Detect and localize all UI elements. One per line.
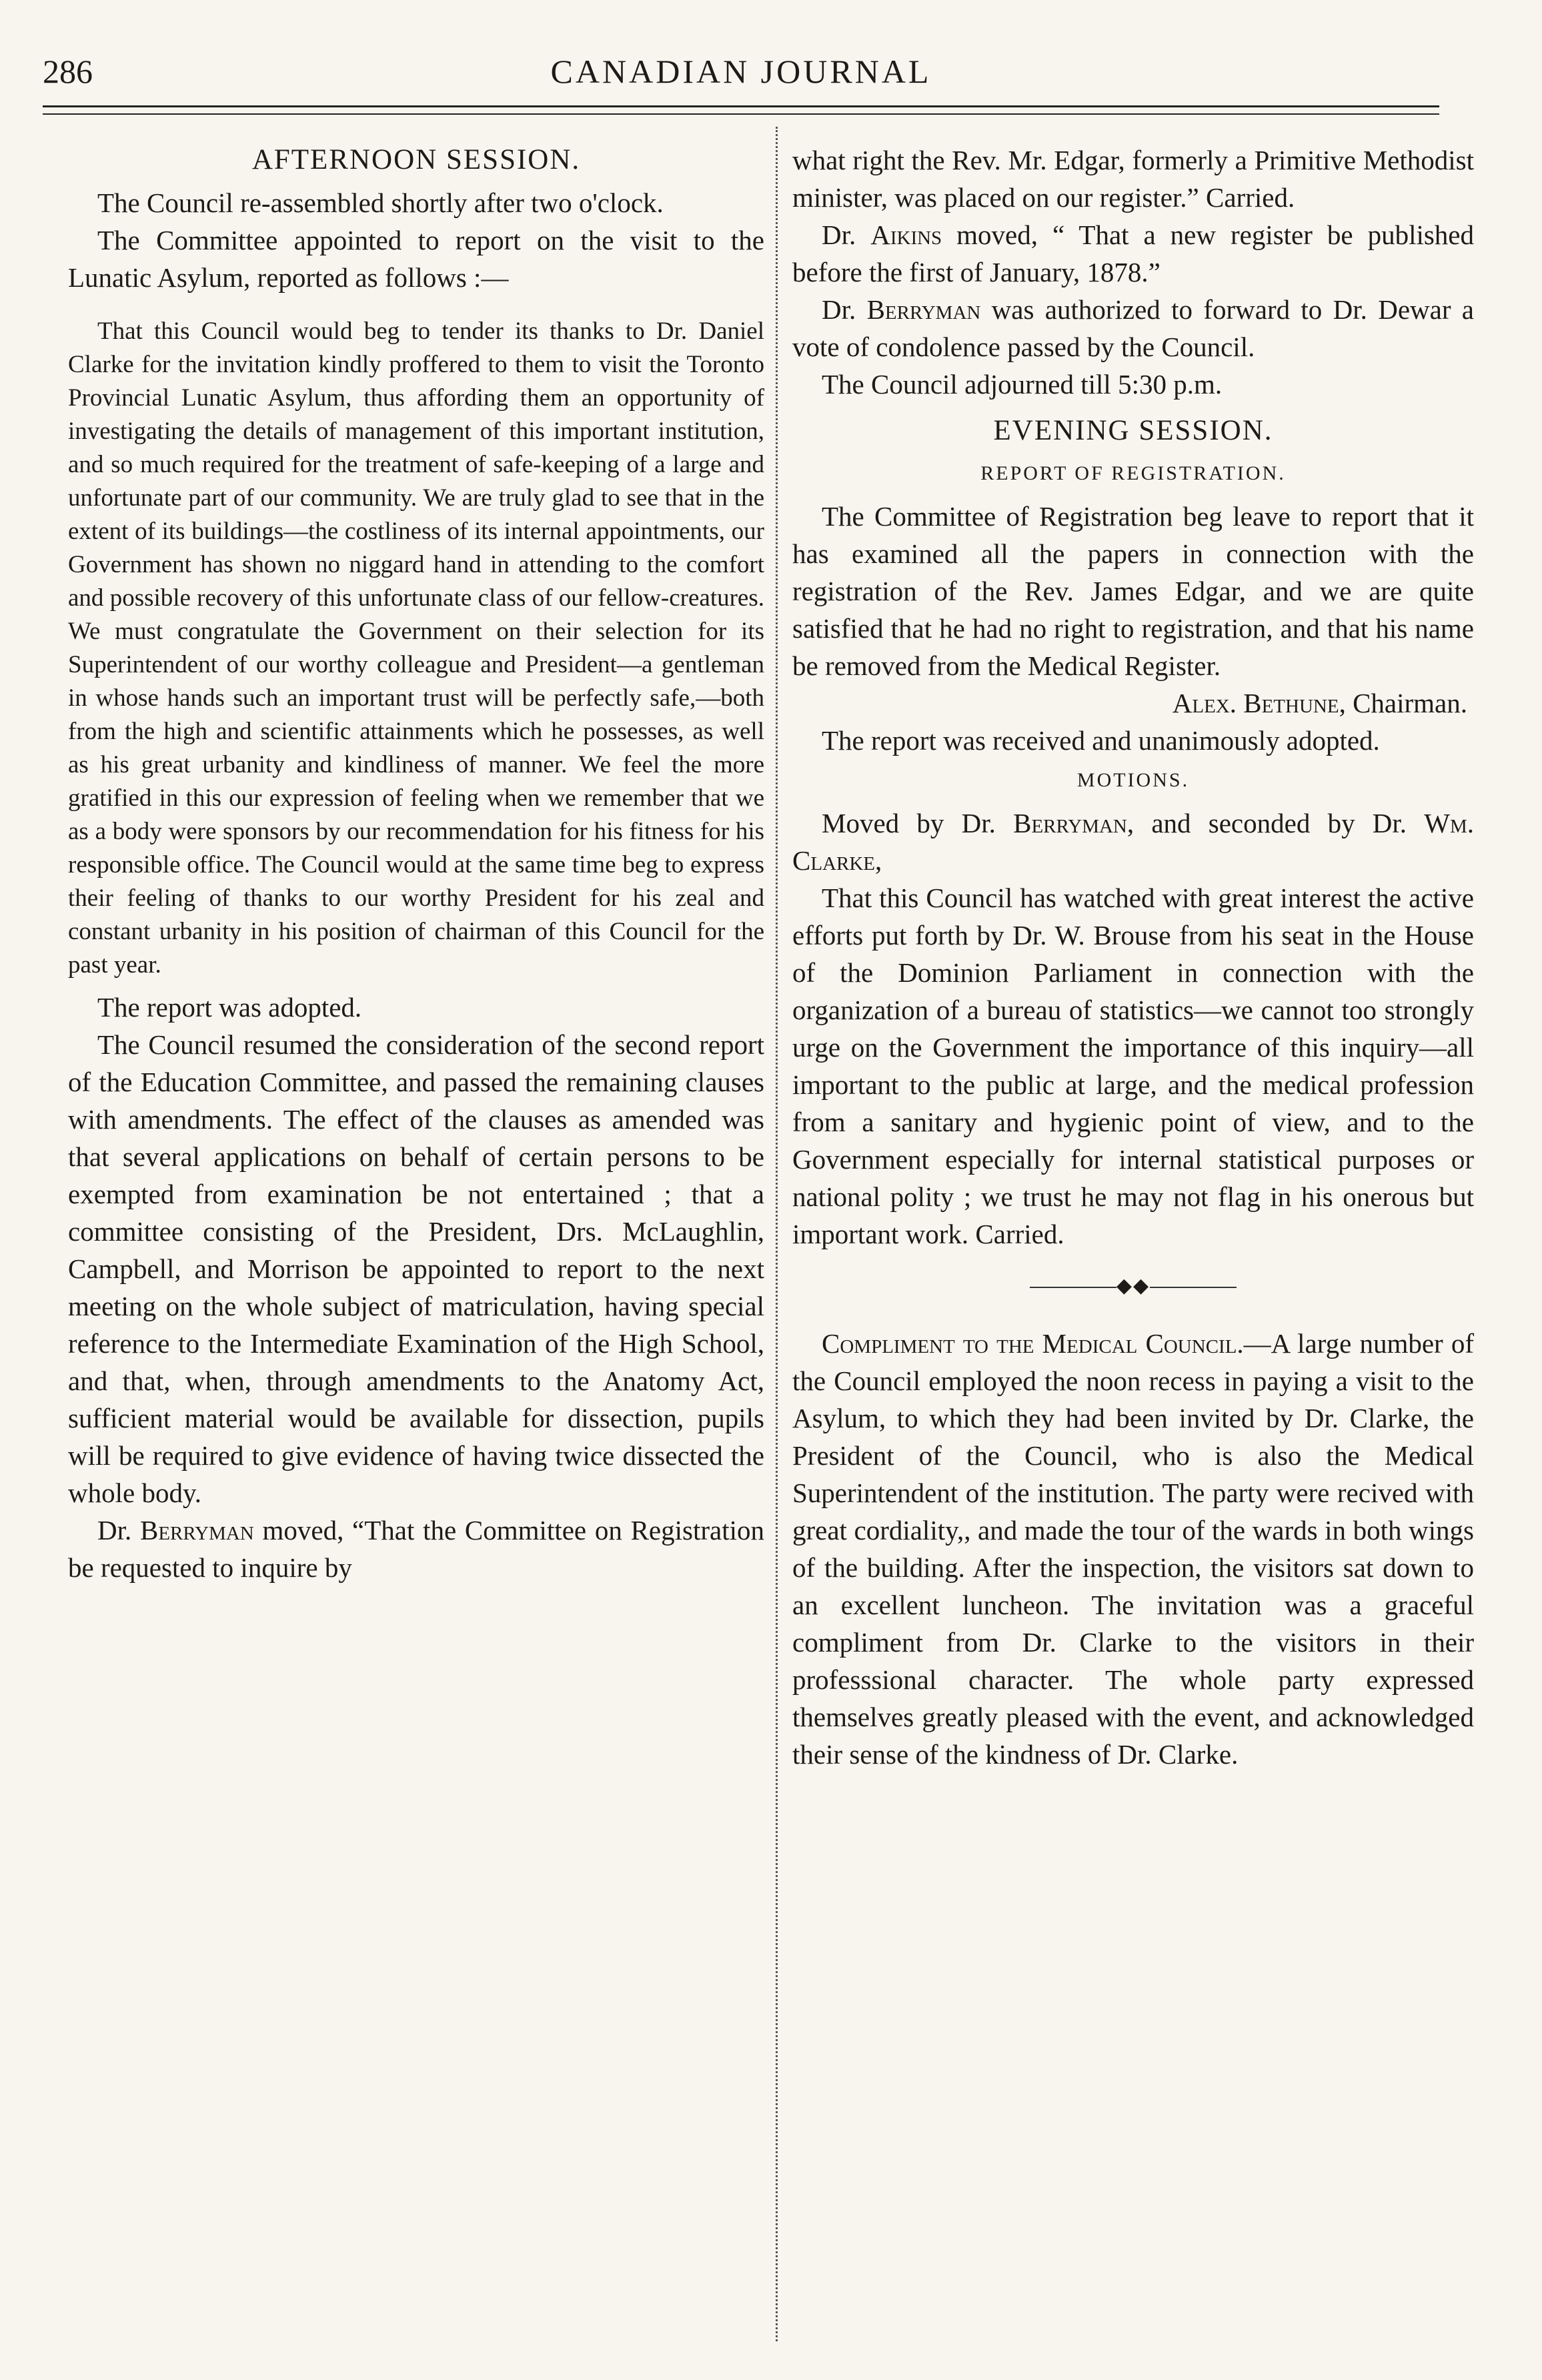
paragraph: Moved by Dr. Berryman, and seconded by Dr. Wm. Clarke, [792,808,1475,876]
signature: Alex. Bethune, Chairman. [1172,688,1467,718]
paragraph: The Committee appointed to report on the visit to the Lunatic Asylum, reported as follows :— [68,225,764,293]
paragraph: The Council resumed the consideration of the second report of the Education Committee, and passed the remaining clauses with amendments. The effect of the clauses as amended was that several applications on behalf of certain persons to be exempted from examination be not entertained ; that a committee consisting of the President, Drs. McLaughlin, Campbell, and Morrison be appointed to report to the next meeting on the whole subject of matriculation, having special reference to the Intermediate Examination of the High School, and that, when, through amendments to the Anatomy Act, sufficient material would be available for dissection, pupils will be required to give evidence of having twice dissected the whole body. [68,1029,764,1508]
evening-session-heading: EVENING SESSION. [993,415,1273,446]
page-header [43,52,1439,105]
paragraph: The Committee of Registration beg leave to report that it has examined all the papers in connection with the registration of the Rev. James Edgar, and we are quite satisfied that he had no right to registration, and that his name be removed from the Medical Register. [792,501,1474,681]
section-separator: ◆◆ [792,1267,1474,1305]
paragraph: Dr. Berryman was authorized to forward to Dr. Dewar a vote of condolence passed by the Council. [792,294,1474,362]
person-name: Berryman [139,1515,254,1546]
person-name: Wm. Clarke [792,808,1475,876]
right-column [792,141,1474,1773]
motions-subheading: MOTIONS. [1076,769,1190,791]
article-title: Compliment to the Medical Council. [822,1328,1244,1359]
paragraph: Dr. Aikins moved, “ That a new register be published before the first of January, 1878.” [792,219,1474,287]
person-name: Berryman [866,294,981,325]
paragraph: what right the Rev. Mr. Edgar, formerly a Primitive Methodist minister, was placed on our register.” Carried. [792,145,1474,213]
column-divider [776,127,778,2341]
paragraph: The report was received and unanimously adopted. [822,725,1380,756]
paragraph: Dr. Berryman moved, “That the Committee on Registration be requested to inquire by [68,1515,765,1583]
asylum-report-text: That this Council would beg to tender its thanks to Dr. Daniel Clarke for the invitation kindly proffered to them to visit the Toronto Provincial Lunatic Asylum, thus affording them an opportunity of investigating the details of management of this important institution, and so much required for the treatment of safe-keeping of a large and unfortunate part of our community. We are truly glad to see that in the extent of its buildings—the costliness of its internal appointments, our Government has shown no niggard hand in attending to the comfort and possible recovery of this unfortunate class of our fellow-creatures. We must congratulate the Government on their selection for its Superintendent of our worthy colleague and President—a gentleman in whose hands such an important trust will be perfectly safe,—both from the high and scientific attainments which he possesses, as well as his great urbanity and kindliness of manner. We feel the more gratified in this our expression of feeling when we remember that we as a body were sponsors by our recommendation for his fitness for his responsible office. The Council would at the same time beg to express their feeling of thanks to our worthy President for his zeal and constant urbanity in his position of chairman of this Council for the past year. [68,318,764,979]
header-rule-top [43,105,1439,107]
paragraph: The Council adjourned till 5:30 p.m. [822,369,1223,400]
afternoon-session-heading: AFTERNOON SESSION. [251,144,581,175]
header-rule-bottom [43,113,1439,115]
paragraph: The report was adopted. [97,992,362,1023]
person-name: Aikins [870,219,942,250]
paragraph: Compliment to the Medical Council.—A large number of the Council employed the noon recess in paying a visit to the Asylum, to which they had been invited by Dr. Clarke, the President of the Council, who is also the Medical Superintendent of the institution. The party were recived with great cordiality,, and made the tour of the wards in both wings of the building. After the inspection, the visitors sat down to an excellent luncheon. The invitation was a graceful compliment from Dr. Clarke to the visitors in their professsional character. The whole party expressed themselves greatly pleased with the event, and acknowledged their sense of the kindness of Dr. Clarke. [792,1328,1474,1770]
person-name: Berryman [1013,808,1127,838]
page-number: 286 [43,53,93,90]
paragraph: That this Council has watched with great interest the active efforts put forth by Dr. W. Brouse from his seat in the House of the Dominion Parliament in connection with the organization of a bureau of statistics—we cannot too strongly urge on the Government the importance of this inquiry—all important to the public at large, and the medical profession from a sanitary and hygienic point of view, and to the Government especially for internal statistical purposes or national polity ; we trust he may not flag in his onerous but important work. Carried. [792,882,1474,1249]
paragraph: The Council re-assembled shortly after two o'clock. [97,187,664,218]
registration-report-subheading: REPORT OF REGISTRATION. [980,462,1286,484]
left-column [68,141,764,1586]
journal-title: CANADIAN JOURNAL [550,53,932,90]
